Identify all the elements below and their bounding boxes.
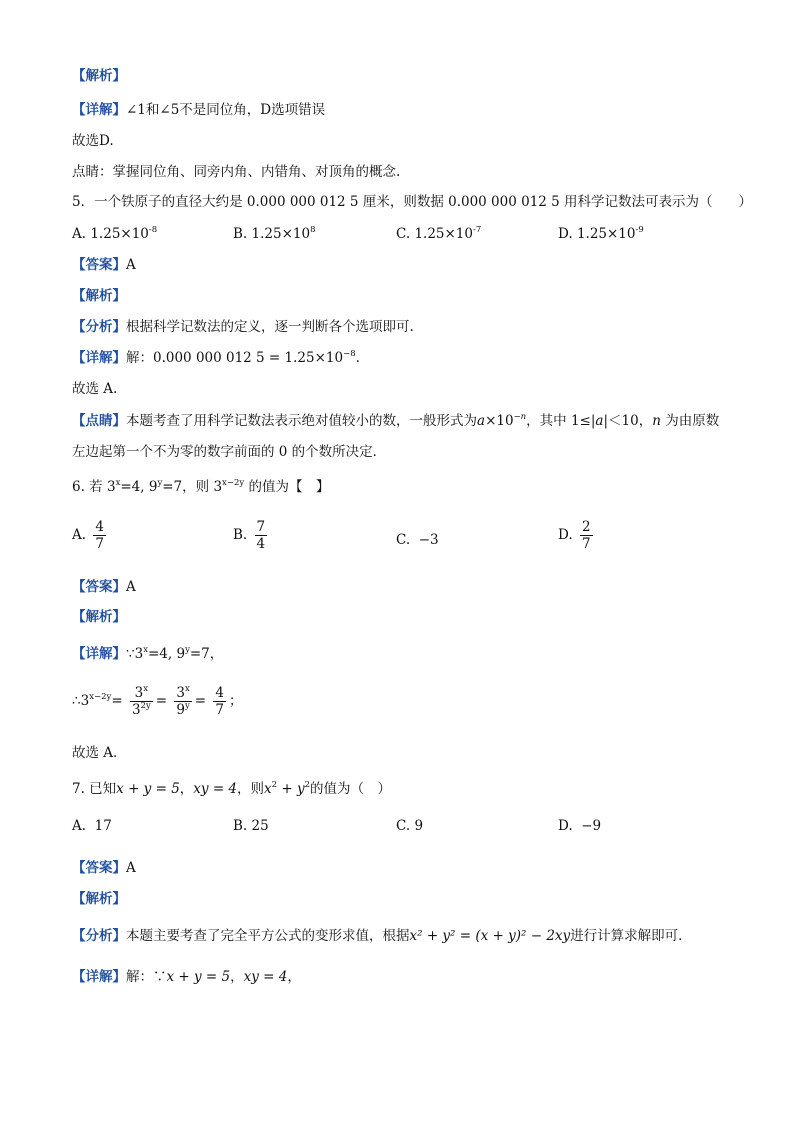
- q5-analysis-heading: 【解析】: [72, 288, 126, 304]
- q7-option-b: B. 25: [233, 818, 269, 834]
- q7-option-c: C. 9: [396, 818, 424, 834]
- q6-solution: $\therefore 3^{x-2y}=$ $\frac{3^x}{3^{2y}}$ = $\frac{3^x}{9^y}$ = $\frac{4}{7}$ ；: [72, 684, 243, 718]
- q7-option-a: A. 17: [72, 818, 112, 834]
- q5-option-b: B. $1.25\times 10^8$: [233, 225, 316, 242]
- q5-detail: 【详解】解：0.000 000 012 $5 = 1.25\times 10^{-8}$.: [72, 349, 360, 366]
- q7-detail: 【详解】解：∵x + y = 5，xy = 4，: [72, 969, 301, 985]
- fraction: $\frac{4}{7}$: [95, 519, 104, 552]
- q5-option-c: C. $1.25\times 10^{-7}$: [396, 225, 482, 242]
- q7-analysis-heading: 【解析】: [72, 891, 126, 907]
- q5-answer: 【答案】A: [72, 257, 136, 273]
- question-6-stem: 6. 若 $3^x=4$, $9^y=7$，则 $3^{x-2y}$ 的值为【 】: [72, 478, 330, 495]
- fraction: $\frac{3^x}{3^{2y}}$: [131, 684, 151, 718]
- q5-analysis: 【分析】根据科学记数法的定义，逐一判断各个选项即可.: [72, 319, 414, 335]
- q5-option-a: A. $1.25\times 10^{-8}$: [72, 225, 158, 242]
- question-7-stem: 7. 已知x + y = 5，xy = 4，则$x^2 + y^2$的值为（ ）: [72, 780, 392, 797]
- q6-analysis-heading: 【解析】: [72, 609, 126, 625]
- q5-key-point-cont: 左边起第一个不为零的数字前面的 0 的个数所决定．: [72, 444, 387, 460]
- fraction: $\frac{2}{7}$: [581, 519, 591, 552]
- q5-option-d: D. $1.25\times 10^{-9}$: [558, 225, 644, 242]
- q6-choice: 故选 A．: [72, 745, 127, 761]
- q6-detail: 【详解】$\because 3^x=4$, $9^y=7$，: [72, 645, 224, 662]
- q6-option-c: C. −3: [396, 532, 439, 548]
- q7-option-d: D. −9: [558, 818, 602, 834]
- fraction: $\frac{4}{7}$: [215, 685, 224, 718]
- q5-choice: 故选 A.: [72, 381, 118, 397]
- q6-option-b: B. $\frac{7}{4}$: [233, 519, 266, 552]
- q6-answer: 【答案】A: [72, 579, 136, 595]
- fraction: $\frac{3^x}{9^y}$: [176, 684, 190, 718]
- fraction: $\frac{7}{4}$: [256, 519, 266, 552]
- q6-option-d: D. $\frac{2}{7}$: [558, 519, 591, 552]
- q7-analysis: 【分析】本题主要考查了完全平方公式的变形求值，根据x² + y² = (x + y)² − 2xy进行计算求解即可．: [72, 928, 692, 944]
- q6-option-a: A. $\frac{4}{7}$: [72, 519, 104, 552]
- question-5-stem: 5．一个铁原子的直径大约是 0.000 000 012 5 厘米，则数据 0.000 000 012 5 用科学记数法可表示为（ ）: [72, 194, 753, 210]
- choice-line: 故选D.: [72, 133, 114, 149]
- q7-answer: 【答案】A: [72, 860, 136, 876]
- key-point-line: 点睛：掌握同位角、同旁内角、内错角、对顶角的概念.: [72, 164, 401, 180]
- q5-key-point: 【点睛】本题考查了用科学记数法表示绝对值较小的数，一般形式为$a\times 10^{-n}$，其中 1≤|a|＜10，n 为由原数: [72, 412, 720, 429]
- analysis-heading: 【解析】: [72, 68, 126, 84]
- detail-line: 【详解】∠1和∠5不是同位角，D选项错误: [72, 102, 326, 118]
